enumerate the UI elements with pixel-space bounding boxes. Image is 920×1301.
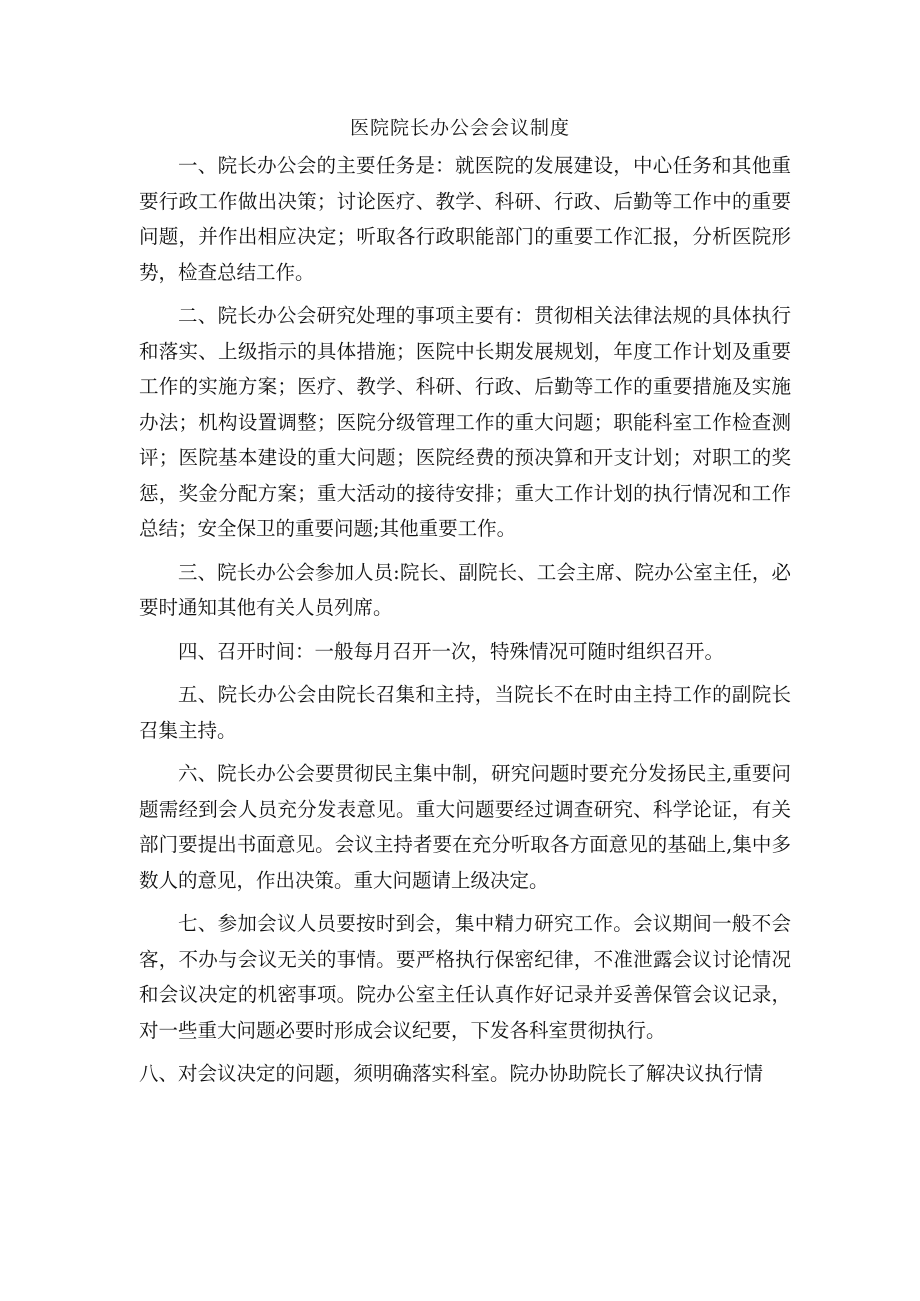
paragraph-7-discipline: 七、参加会议人员要按时到会，集中精力研究工作。会议期间一般不会客，不办与会议无关的事情。要严格执行保密纪律，不准泄露会议讨论情况和会议决定的机密事项。院办公室主任认真作好记录并妥善保管会议记录，对一些重大问题必要时形成会议纪要，下发各科室贯彻执行。: [139, 912, 791, 1042]
paragraph-3-attendees: 三、院长办公会参加人员:院长、副院长、工会主席、院办公室主任，必要时通知其他有关人员列席。: [139, 560, 791, 619]
paragraph-1-main-tasks: 一、院长办公会的主要任务是：就医院的发展建设，中心任务和其他重要行政工作做出决策；讨论医疗、教学、科研、行政、后勤等工作中的重要问题，并作出相应决定；听取各行政职能部门的重要工作汇报，分析医院形势，检查总结工作。: [139, 154, 791, 284]
paragraph-2-matters: 二、院长办公会研究处理的事项主要有：贯彻相关法律法规的具体执行和落实、上级指示的具体措施；医院中长期发展规划，年度工作计划及重要工作的实施方案；医疗、教学、科研、行政、后勤等工作的重要措施及实施办法；机构设置调整；医院分级管理工作的重大问题；职能科室工作检查测评；医院基本建设的重大问题；医院经费的预决算和开支计划；对职工的奖惩，奖金分配方案；重大活动的接待安排；重大工作计划的执行情况和工作总结；安全保卫的重要问题;其他重要工作。: [139, 304, 791, 540]
document-body: [139, 148, 791, 1100]
paragraph-4-schedule: 四、召开时间：一般每月召开一次，特殊情况可随时组织召开。: [178, 639, 725, 663]
paragraph-5-convening: 五、院长办公会由院长召集和主持，当院长不在时由主持工作的副院长召集主持。: [139, 683, 791, 742]
document-title: 医院院长办公会会议制度: [349, 117, 570, 139]
paragraph-6-democratic-centralism: 六、院长办公会要贯彻民主集中制，研究问题时要充分发扬民主,重要问题需经到会人员充分发表意见。重大问题要经过调查研究、科学论证，有关部门要提出书面意见。会议主持者要在充分听取各方面意见的基础上,集中多数人的意见，作出决策。重大问题请上级决定。: [139, 762, 791, 892]
paragraph-8-implementation: 八、对会议决定的问题，须明确落实科室。院办协助院长了解决议执行情: [139, 1062, 764, 1085]
